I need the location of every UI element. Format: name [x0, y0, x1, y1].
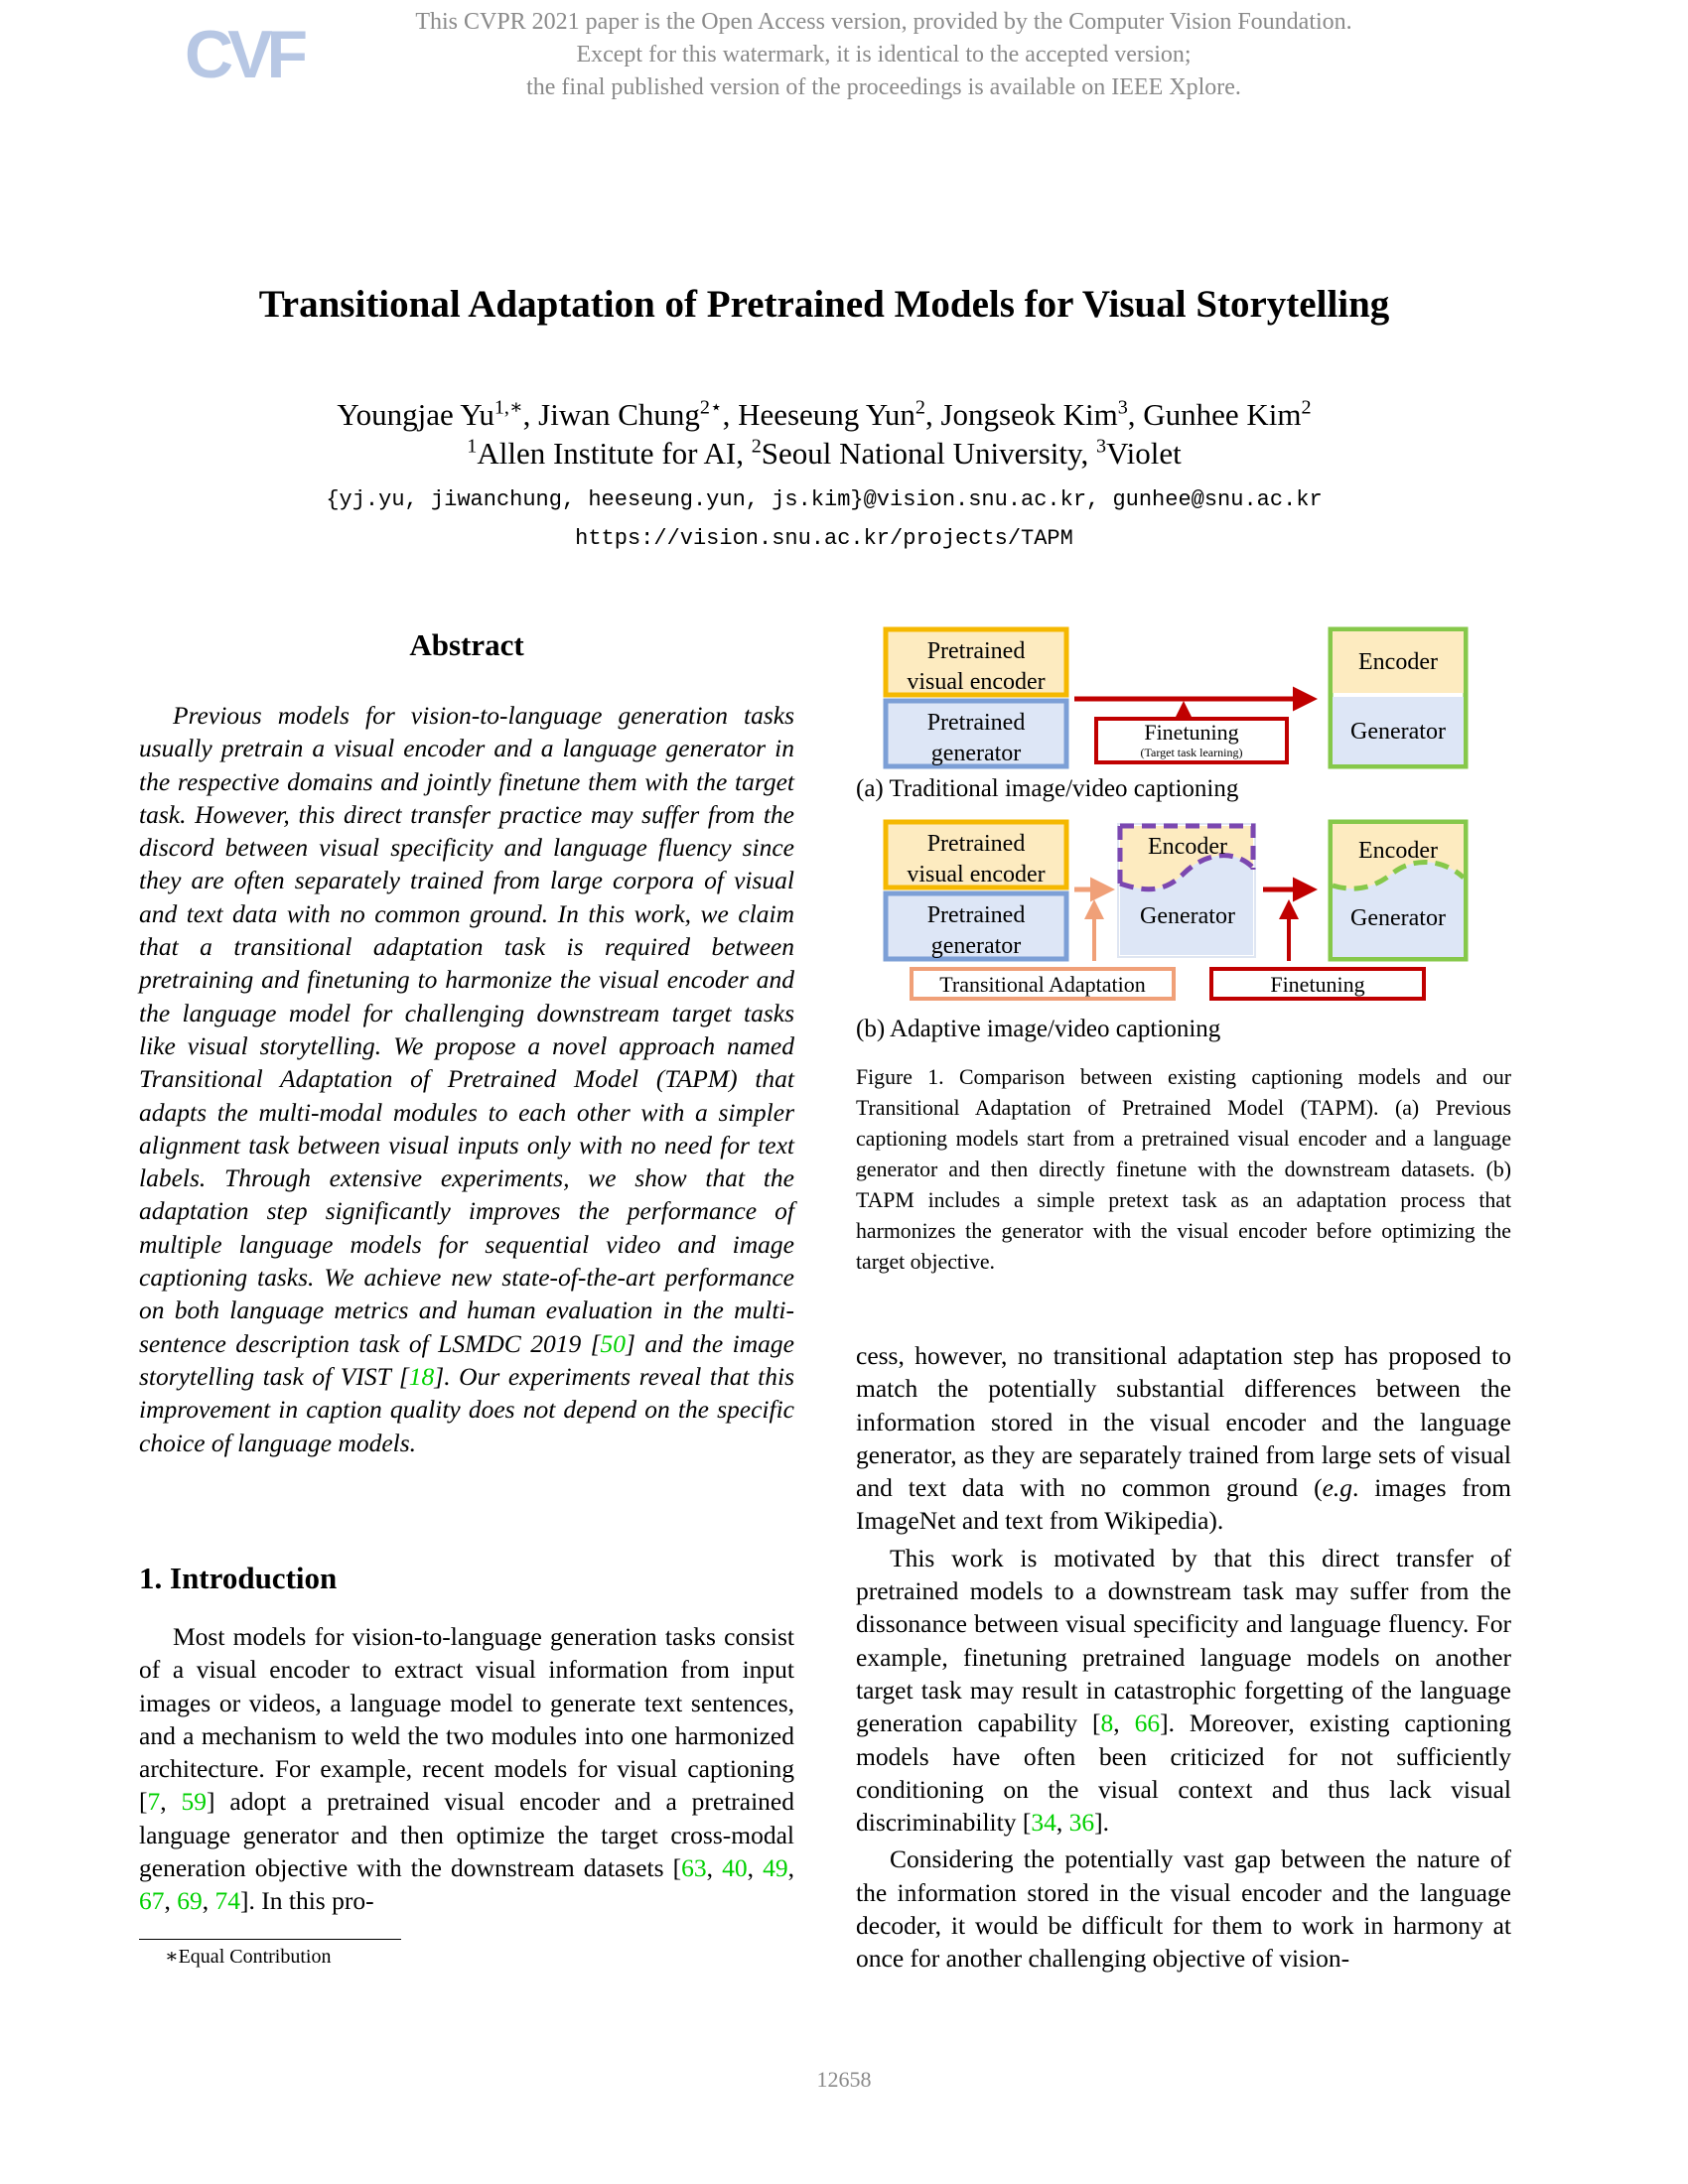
cvf-logo-text: CVF	[185, 17, 302, 92]
page-number: 12658	[816, 2067, 872, 2092]
open-access-watermark	[338, 6, 1430, 104]
citation-link[interactable]: 67	[139, 1886, 165, 1916]
box-label: visual encoder	[907, 862, 1046, 887]
panel-b	[856, 822, 1466, 1042]
finetuning-sublabel: (Target task learning)	[1140, 746, 1243, 759]
footnote: ∗Equal Contribution	[165, 1946, 332, 1968]
citation-link[interactable]: 34	[1031, 1808, 1056, 1838]
citation-link[interactable]: 66	[1134, 1708, 1161, 1738]
affiliation: Violet	[1106, 436, 1182, 471]
author-block	[0, 395, 1648, 473]
box-label: Pretrained	[926, 638, 1026, 664]
author-name: Youngjae Yu	[337, 397, 494, 432]
encoder-label: Encoder	[1358, 838, 1438, 864]
citation-link[interactable]: 49	[763, 1853, 788, 1883]
encoder-label: Encoder	[1148, 834, 1227, 860]
transitional-adaptation-label: Transitional Adaptation	[939, 972, 1146, 997]
affiliation: Seoul National University	[761, 436, 1081, 471]
finetuning-label: Finetuning	[1144, 720, 1239, 745]
box-label: Pretrained	[926, 710, 1026, 736]
box-label: Pretrained	[926, 902, 1026, 928]
figure-1-caption: Figure 1. Comparison between existing captioning models and our Transitional Adaptation of Pretrained Model (TAPM). (a) Previous captioning models start from a pretrained visual encoder and a language generator and then directly finetune with the downstream datasets. (b) TAPM includes a simple pretext task as an adaptation process that harmonizes the generator with the visual encoder before optimizing the target objective.	[856, 1065, 1511, 1274]
box-label: generator	[930, 933, 1022, 959]
paragraph: cess, however, no transitional adaptation step has proposed to match the potentially substantial differences between the information stored in the visual encoder and the language generator, as they are separately trained from large sets of visual and text data with no common ground (e.g. images from ImageNet and text from Wikipedia).	[856, 1341, 1511, 1536]
citation-link[interactable]: 8	[1100, 1708, 1114, 1738]
paragraph: Considering the potentially vast gap between the nature of the information stored in the visual encoder and the language decoder, it would be difficult for them to work in harmony at once for another challenging objective of vision-	[856, 1844, 1511, 1974]
figure-1	[856, 623, 1511, 1050]
citation-link[interactable]: 74	[214, 1886, 240, 1916]
citation-link[interactable]: 7	[147, 1787, 161, 1817]
author-name: Jongseok Kim	[940, 397, 1118, 432]
cvf-logo	[185, 14, 308, 93]
box-label: visual encoder	[907, 669, 1046, 695]
paragraph: Most models for vision-to-language generation tasks consist of a visual encoder to extract visual information from input images or videos, a language model to generate text sentences, and a mechanism to weld the two modules into one harmonized architecture. For example, recent models for visual captioning [7, 59] adopt a pretrained visual encoder and a pretrained language generator and then optimize the target cross-modal generation objective with the downstream datasets [63, 40, 49, 67, 69, 74]. In this pro-	[139, 1622, 795, 1916]
citation-link[interactable]: 40	[722, 1853, 748, 1883]
finetuning-label: Finetuning	[1270, 972, 1365, 997]
panel-a-label: (a) Traditional image/video captioning	[856, 775, 1239, 802]
author-list: Youngjae $Yu^{1,∗}$, Jiwan Chung$^{2⋆}$, Heeseung Yun$^2$, Jongseok Kim$^3$, Gunhee Kim$^2$	[337, 396, 1312, 432]
box-label: Pretrained	[926, 831, 1026, 857]
watermark-line-3: the final published version of the proceedings is available on IEEE Xplore.	[526, 74, 1241, 100]
citation-link[interactable]: 18	[408, 1361, 435, 1391]
generator-label: Generator	[1350, 905, 1446, 931]
citation-link[interactable]: 63	[681, 1853, 707, 1883]
citation-link[interactable]: 36	[1068, 1808, 1095, 1838]
abstract-body: Previous models for vision-to-language generation tasks usually pretrain a visual encoder and a language generator in the respective domains and jointly finetune them with the target task. However, this direct transfer practice may suffer from the discord between visual specificity and language fluency since they are often separately trained from large corpora of visual and text data with no common ground. In this work, we claim that a transitional adaptation task is required between pretraining and finetuning to harmonize the visual encoder and the language model for challenging downstream target tasks like visual storytelling. We propose a novel approach named Transitional Adaptation of Pretrained Model (TAPM) that adapts the multi-modal modules to each other with a simpler alignment task between visual inputs only with no need for text labels. Through extensive experiments, we show that the adaptation step significantly improves the performance of multiple language models for sequential video and image captioning tasks. We achieve new state-of-the-art performance on both language metrics and human evaluation in the multi-sentence description task of LSMDC 2019 [50] and the image storytelling task of VIST [18]. Our experiments reveal that this improvement in caption quality does not depend on the specific choice of language models.	[139, 701, 794, 1457]
generator-label: Generator	[1140, 903, 1235, 929]
contact-block	[0, 480, 1648, 558]
author-name: Gunhee Kim	[1143, 397, 1302, 432]
affiliation-list: $^1$Allen Institute for AI, $^2$Seoul National University, $^3$Violet	[467, 435, 1182, 471]
encoder-label: Encoder	[1358, 649, 1438, 675]
project-url: https://vision.snu.ac.kr/projects/TAPM	[575, 526, 1073, 551]
right-column-body	[856, 1339, 1511, 1979]
generator-label: Generator	[1350, 719, 1446, 745]
figure-1-diagram	[856, 623, 1511, 1050]
affiliation: Allen Institute for AI	[477, 436, 737, 471]
citation-link[interactable]: 50	[600, 1328, 627, 1358]
introduction-body	[139, 1620, 794, 1922]
watermark-line-2: Except for this watermark, it is identical to the accepted version;	[576, 42, 1192, 68]
section-heading-introduction: 1. Introduction	[139, 1561, 338, 1595]
author-name: Heeseung Yun	[738, 397, 915, 432]
box-label: generator	[930, 741, 1022, 766]
panel-a	[856, 629, 1466, 802]
watermark-line-1: This CVPR 2021 paper is the Open Access version, provided by the Computer Vision Foundation.	[415, 9, 1352, 35]
abstract-heading: Abstract	[409, 627, 524, 662]
citation-link[interactable]: 59	[181, 1787, 208, 1817]
paragraph: This work is motivated by that this direct transfer of pretrained models to a downstream task may suffer from the dissonance between visual specificity and language fluency. For example, finetuning pretrained language models on another target task may result in catastrophic forgetting of the language generation capability [8, 66]. Moreover, existing captioning models have often been criticized for not sufficiently conditioning on the visual context and thus lack visual discriminability [34, 36].	[856, 1543, 1512, 1838]
author-name: Jiwan Chung	[538, 397, 700, 432]
paper-title: Transitional Adaptation of Pretrained Models for Visual Storytelling	[258, 283, 1390, 326]
panel-b-label: (b) Adaptive image/video captioning	[856, 1016, 1221, 1042]
footnote-rule	[139, 1939, 401, 1940]
author-emails: {yj.yu, jiwanchung, heeseung.yun, js.kim}@vision.snu.ac.kr, gunhee@snu.ac.kr	[326, 487, 1323, 512]
citation-link[interactable]: 69	[177, 1886, 203, 1916]
